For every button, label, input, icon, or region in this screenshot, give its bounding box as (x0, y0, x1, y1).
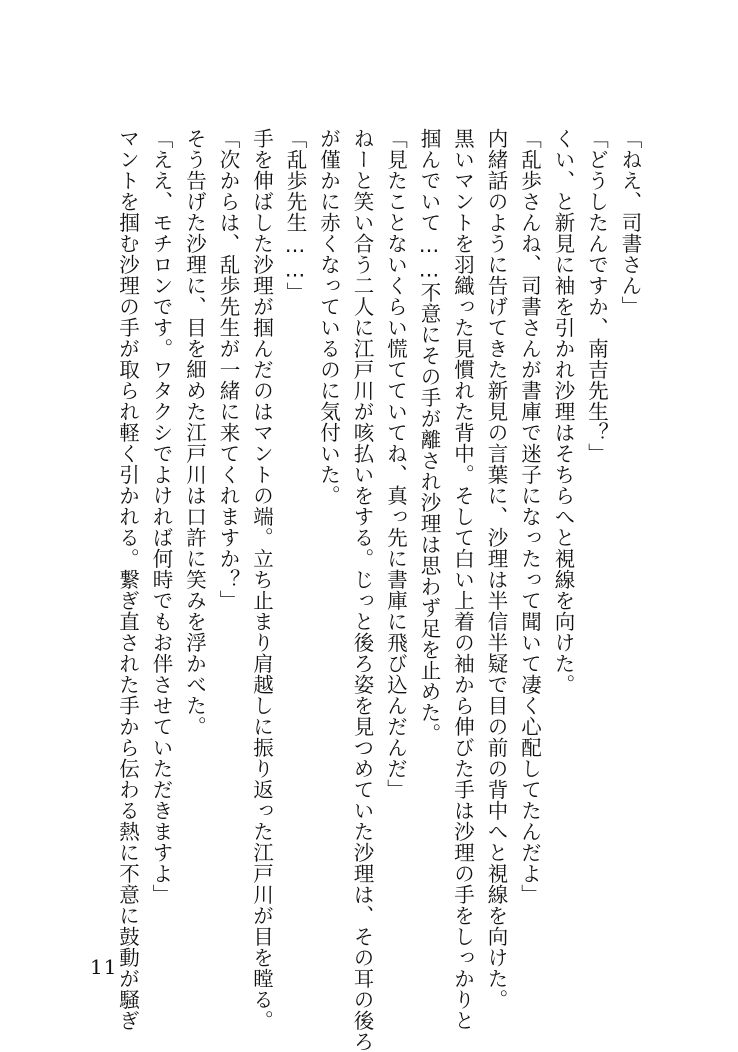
text-line: 手を伸ばした沙理が掴んだのはマントの端。立ち止まり肩越しに振り返った江戸川が目を瞠る。 (249, 128, 274, 1031)
text-line: が僅かに赤くなっているのに気付いた。 (316, 128, 341, 506)
text-line: ねーと笑い合う二人に江戸川が咳払いをする。じっと後ろ姿を見つめていた沙理は、その耳の後ろ (350, 128, 374, 1052)
text-line: 「次からは、乱歩先生が一緒に来てくれますか？」 (216, 128, 240, 611)
text-line: 黒いマントを羽織った見慣れた背中。そして白い上着の袖から伸びた手は沙理の手をしっかりと (450, 128, 475, 1031)
text-line: 「乱歩先生……」 (283, 128, 307, 303)
text-line: くい、と新見に袖を引かれ沙理はそちらへと視線を向けた。 (551, 128, 575, 695)
body-text (110, 128, 646, 1052)
page-number: 11 (90, 955, 118, 979)
text-line: マントを掴む沙理の手が取られ軽く引かれる。繋ぎ直された手から伝わる熱に不意に鼓動が騒ぎ (115, 128, 140, 1031)
text-line: 掴んでいて……不意にその手が離され沙理は思わず足を止めた。 (417, 128, 441, 744)
text-line: 「見たことないくらい慌てていてね、真っ先に書庫に飛び込んだんだ」 (383, 128, 408, 800)
text-line: 内緒話のように告げてきた新見の言葉に、沙理は半信半疑で目の前の背中へと視線を向けた。 (484, 128, 508, 1010)
text-line: 「どうしたんですか、南吉先生？」 (584, 128, 609, 464)
text-line: 「ねえ、司書さん」 (618, 128, 642, 317)
text-line: そう告げた沙理に、目を細めた江戸川は口許に笑みを浮かべた。 (182, 128, 207, 737)
text-line: 「ええ、モチロンです。ワタクシでよければ何時でもお伴させていただきますよ」 (149, 128, 173, 905)
text-line: 「乱歩さんね、司書さんが書庫で迷子になったって聞いて凄く心配してたんだよ」 (517, 128, 542, 905)
